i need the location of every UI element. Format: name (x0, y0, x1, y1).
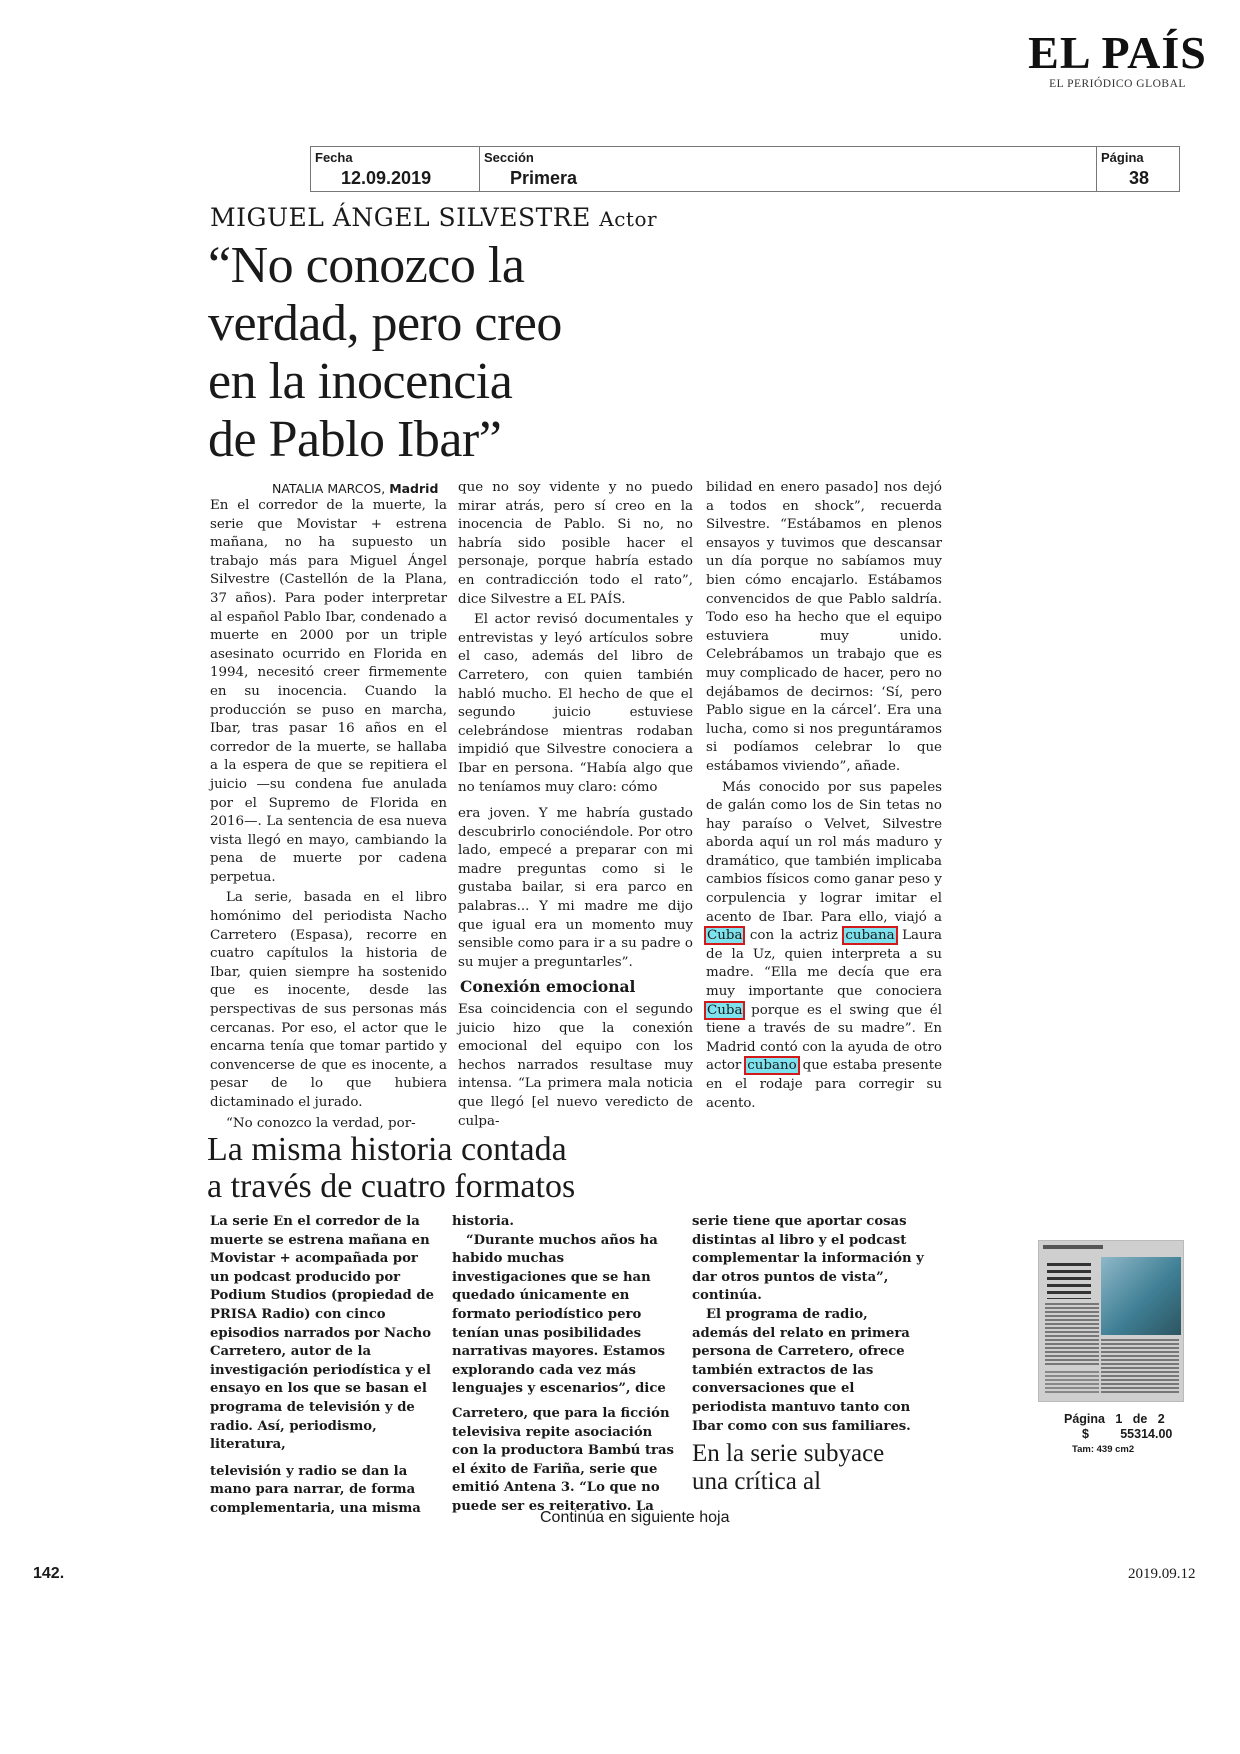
article-column-3 (706, 479, 942, 1113)
thumbnail-text (1045, 1371, 1099, 1395)
sidebar-column-1 (210, 1213, 438, 1519)
sidebar-paragraph: “Durante muchos años ha habido muchas investigaciones que se han quedado únicamente en formato periodístico pero tenían unas posibilidades narrativas mayores. Estamos explorando cada vez más lenguajes y escenarios”, dice (452, 1232, 666, 1397)
thumbnail-section-bar (1043, 1245, 1103, 1249)
size-line: Tam: 439 cm2 (1072, 1444, 1135, 1455)
logo-tagline: EL PERIÓDICO GLOBAL (1049, 78, 1186, 90)
sidebar-subhead: En la serie subyace una crítica al (692, 1440, 885, 1495)
el-pais-logo (1020, 27, 1215, 90)
sidebar-paragraph: televisión y radio se dan la mano para narrar, de forma complementaria, una misma (210, 1463, 421, 1516)
article-paragraph (706, 779, 942, 1114)
article-paragraph: La serie, basada en el libro homónimo del periodista Nacho Carretero (Espasa), recorre en cuatro capítulos la historia de Ibar, quien siempre ha sostenido que es inocente, desde las perspectivas de sus personas más cercanas. Por eso, el actor que le encarna tenía que tomar partido y convencerse de que es inocente, a pesar de lo que hubiera dictaminado el jurado. (210, 890, 447, 1110)
article-paragraph: El actor revisó documentales y entrevistas y leyó artículos sobre el caso, además del libro de Carretero, con quien también habló mucho. El hecho de que el segundo juicio estuviese celebrándose mientras rodaban impidió que Silvestre conociera a Ibar en persona. “Había algo que no teníamos muy claro: cómo (458, 612, 693, 795)
sidebar-paragraph: El programa de radio, además del relato en primera persona de Carretero, ofrece también extractos de las conversaciones que el periodista mantuvo tanto con Ibar como con sus familiares. (692, 1306, 911, 1434)
text-run: con la actriz (743, 928, 845, 944)
kicker-name: MIGUEL ÁNGEL SILVESTRE (210, 203, 591, 232)
sidebar-paragraph: Carretero, que para la ficción televisiva repite asociación con la productora Bambú tras el éxito de Fariña, serie que emitió Antena 3. “Lo que no puede ser es reiterativo. La (452, 1405, 674, 1514)
highlighted-term-cuba: Cuba (707, 928, 743, 944)
text-run: Laura de la Uz, quien interpreta a su madre. “Ella me decía que era muy importante que conociera (706, 928, 942, 1000)
highlighted-term-cubana: cubana (845, 928, 895, 944)
continue-note: Continúa en siguiente hoja (540, 1509, 730, 1526)
pagina-value: 38 (1129, 168, 1150, 188)
seccion-cell (480, 147, 1097, 191)
sidebar-paragraph: historia. (452, 1214, 515, 1229)
article-paragraph: Esa coincidencia con el segundo juicio hizo que la conexión emocional del equipo con los hechos narrados resultase muy intensa. “La primera mala noticia que llegó [el nuevo veredicto de culpa- (458, 1002, 693, 1129)
text-run: porque es el swing que él tiene a través de su madre”. En Madrid contó con la ayuda de otro actor (706, 1002, 942, 1074)
article-paragraph: “No conozco la verdad, por- (226, 1115, 416, 1131)
text-run: que estaba presente en el rodaje para corregir su acento. (706, 1058, 942, 1111)
article-column-1 (210, 497, 447, 1133)
page-thumbnail (1038, 1240, 1184, 1402)
value-line: $ 55314.00 (1082, 1427, 1173, 1441)
article-paragraph: En el corredor de la muerte, la serie que Movistar + estrena mañana, no ha supuesto un trabajo más para Miguel Ángel Silvestre (Castellón de la Plana, 37 años). Para poder interpretar al español Pablo Ibar, condenado a muerte en 2000 por un triple asesinato ocurrido en Florida en 1994, necesitó creer firmemente en su inocencia. Cuando la producción se puso en marcha, Ibar, tras pasar 16 años en el corredor de la muerte, se hallaba a la espera de que se repitiera el juicio —su condena fue anulada por el Supremo de Florida en 2016—. La sentencia de esa nueva vista llegó en mayo, cambiando la pena de muerte por cadena perpetua. (210, 498, 447, 885)
highlighted-term-cuba: Cuba (707, 1002, 743, 1018)
highlighted-term-cubano: cubano (747, 1058, 797, 1074)
article-paragraph: bilidad en enero pasado] nos dejó a todos en shock”, recuerda Silvestre. “Estábamos en plenos ensayos y tuvimos que descansar un día porque no sabíamos muy bien cómo encajarlo. Estábamos convencidos de que Pablo saldría. Todo eso ha hecho que el equipo estuviera muy unido. Celebrábamos un trabajo que es muy complicado de hacer, pero no dejábamos de decirnos: ‘Sí, pero Pablo sigue en la cárcel’. Era una lucha, como si nos preguntáramos si podíamos celebrar lo que estábamos viviendo”, añade. (706, 480, 942, 774)
fecha-label: Fecha (315, 150, 353, 165)
sidebar-column-3 (692, 1213, 924, 1436)
footer-date: 2019.09.12 (1128, 1566, 1196, 1582)
clipping-page-info (1064, 1412, 1172, 1457)
article-paragraph: era joven. Y me habría gustado descubrirlo conociéndole. Por otro lado, empecé a preparar con mi madre preguntas como si le gustaba bailar, si era parco en palabras... Y mi madre me dijo que igual era un momento muy sensible como para ir a su padre o su mujer a preguntarles”. (458, 806, 693, 970)
sidebar-column-2 (452, 1213, 680, 1517)
thumbnail-text (1101, 1339, 1179, 1395)
byline (272, 481, 438, 496)
page-number: 142. (33, 1565, 65, 1582)
sidebar-paragraph: La serie En el corredor de la muerte se estrena mañana en Movistar + acompañada por un podcast producido por Podium Studios (propiedad de PRISA Radio) con cinco episodios narrados por Nacho Carretero, autor de la investigación periodística y el ensayo en los que se basan el programa de televisión y de radio. Así, periodismo, literatura, (210, 1214, 434, 1453)
byline-author: NATALIA MARCOS, (272, 481, 386, 496)
seccion-value: Primera (510, 168, 578, 188)
article-headline: “No conozco la verdad, pero creo en la inocencia de Pablo Ibar” (208, 237, 562, 468)
article-paragraph: que no soy vidente y no puedo mirar atrás, pero sí creo en la inocencia de Pablo. Si no, no habría sido posible hacer el personaje, porque habría estado en contradicción todo el rato”, dice Silvestre a EL PAÍS. (458, 480, 693, 607)
pagina-cell (1097, 147, 1179, 191)
article-subhead: Conexión emocional (460, 977, 636, 997)
article-column-2 (458, 479, 693, 1131)
article-kicker (210, 203, 657, 232)
pagina-label: Página (1101, 150, 1144, 165)
logo-wordmark: EL PAÍS (1028, 27, 1207, 78)
thumbnail-headline (1047, 1263, 1091, 1299)
seccion-label: Sección (484, 150, 534, 165)
sidebar-headline: La misma historia contada a través de cuatro formatos (207, 1131, 576, 1205)
fecha-value: 12.09.2019 (341, 168, 432, 188)
kicker-role: Actor (599, 207, 658, 231)
clipping-info-bar (310, 146, 1180, 192)
thumbnail-text (1045, 1303, 1099, 1367)
fecha-cell (311, 147, 480, 191)
byline-place: Madrid (389, 481, 439, 496)
sidebar-paragraph: serie tiene que aportar cosas distintas al libro y el podcast complementar la información y dar otros puntos de vista”, continúa. (692, 1214, 924, 1304)
pagina-of-line: Página 1 de 2 (1064, 1412, 1165, 1426)
thumbnail-photo (1101, 1257, 1181, 1335)
text-run: Más conocido por sus papeles de galán como los de Sin tetas no hay paraíso o Velvet, Silvestre aborda aquí un rol más maduro y dramático, que también implicaba cambios físicos como ganar peso y corpulencia y lograr imitar el acento de Ibar. Para ello, viajó a (706, 779, 942, 925)
